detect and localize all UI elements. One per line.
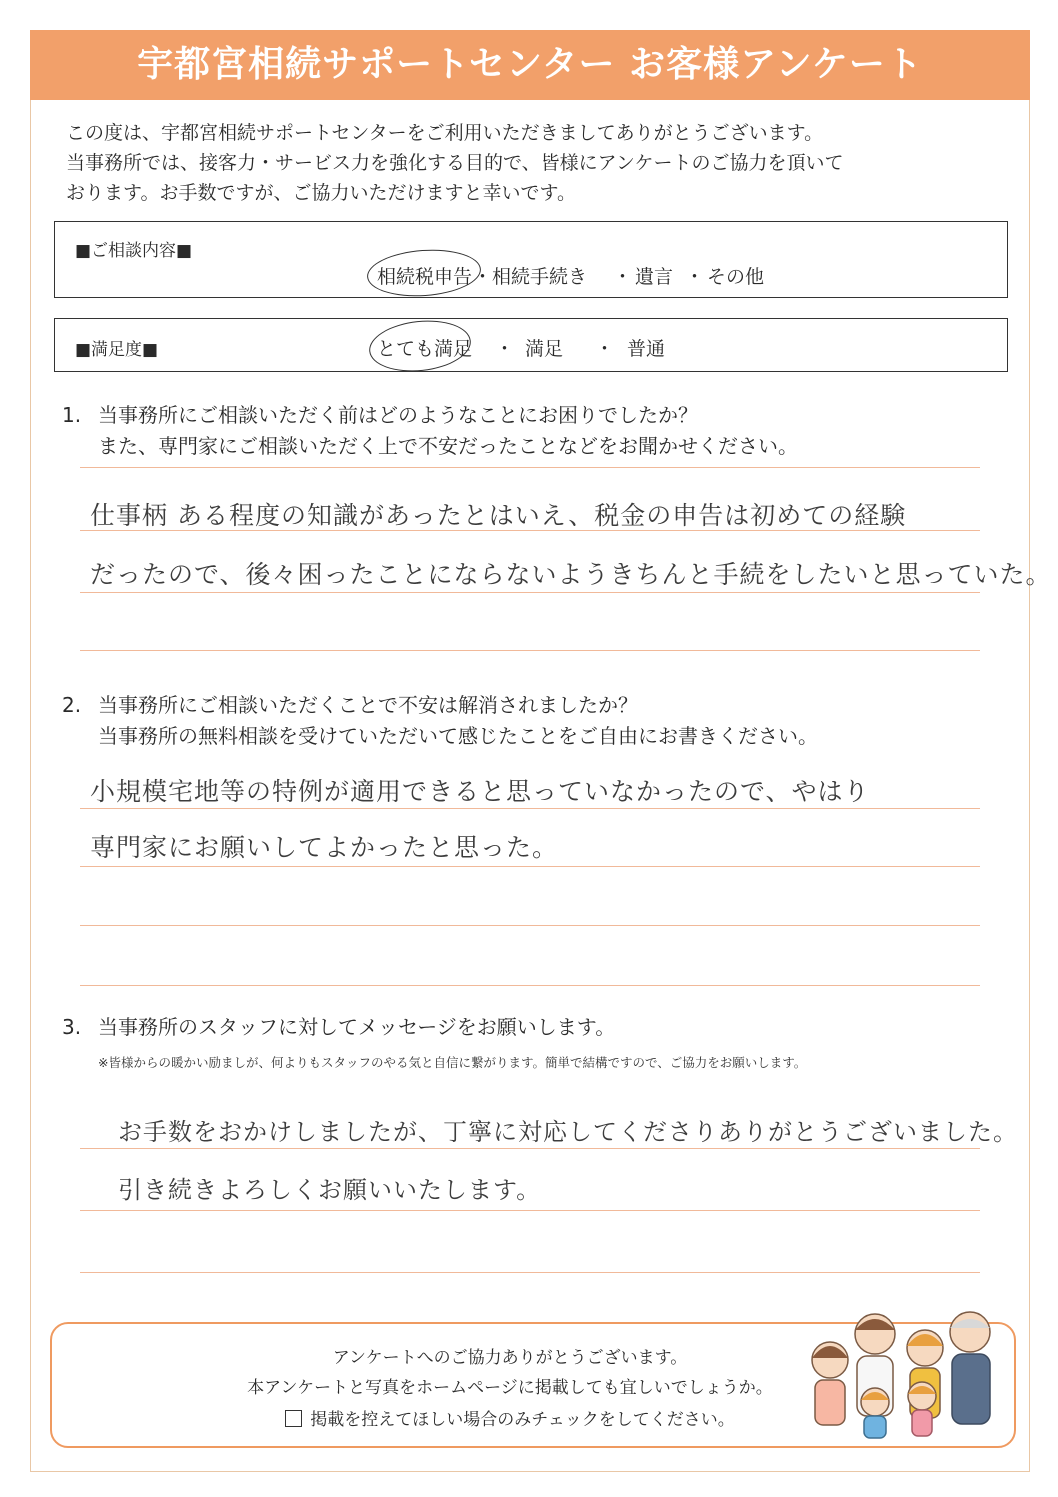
question-subtext: 当事務所の無料相談を受けていただいて感じたことをご自由にお書きください。 <box>98 724 818 748</box>
separator: ・ <box>595 338 615 360</box>
publish-opt-out-checkbox[interactable] <box>285 1410 302 1427</box>
grandpa-head <box>950 1312 990 1352</box>
option-very-satisfied[interactable]: とても満足 <box>377 338 473 360</box>
answer-line <box>80 866 980 867</box>
consultation-box <box>54 221 1008 298</box>
answer-line <box>80 650 980 651</box>
answer-line <box>80 530 980 531</box>
answer-handwriting: 仕事柄 ある程度の知識があったとはいえ、税金の申告は初めての経験 <box>90 501 907 530</box>
satisfaction-box <box>54 318 1008 372</box>
page-title: 宇都宮相続サポートセンター お客様アンケート <box>137 44 923 85</box>
separator: ・ <box>613 266 633 288</box>
grandpa-body <box>952 1354 990 1424</box>
option-average[interactable]: 普通 <box>627 338 666 360</box>
answer-line <box>80 808 980 809</box>
option-inheritance-tax[interactable]: 相続税申告 <box>377 266 473 288</box>
satisfaction-label: ■満足度■ <box>75 340 159 360</box>
intro-line: この度は、宇都宮相続サポートセンターをご利用いただきましてありがとうございます。 <box>66 122 824 144</box>
answer-handwriting: 専門家にお願いしてよかったと思った。 <box>90 833 559 862</box>
footer-checkbox-row <box>160 1405 860 1430</box>
question-number: 2. <box>62 693 82 717</box>
girl-body <box>912 1410 932 1436</box>
selected-circle <box>366 246 483 300</box>
answer-line <box>80 1210 980 1211</box>
option-satisfied[interactable]: 満足 <box>525 338 564 360</box>
answer-handwriting: だったので、後々困ったことにならないようきちんと手続をしたいと思っていた。 <box>90 560 1052 589</box>
answer-handwriting: 引き続きよろしくお願いいたします。 <box>118 1176 542 1204</box>
checkbox-label: 掲載を控えてほしい場合のみチェックをしてください。 <box>310 1410 735 1430</box>
selected-circle <box>367 316 474 376</box>
option-will[interactable]: 遺言 <box>635 266 674 288</box>
question-number: 3. <box>62 1015 82 1039</box>
question-number: 1. <box>62 403 82 427</box>
question-2 <box>62 690 818 752</box>
question-1 <box>62 400 798 462</box>
answer-line <box>80 592 980 593</box>
question-text: 当事務所にご相談いただくことで不安は解消されましたか？ <box>98 693 638 717</box>
intro-text <box>66 118 1006 208</box>
separator: ・ <box>685 266 705 288</box>
intro-line: おります。お手数ですが、ご協力いただけますと幸いです。 <box>66 182 576 204</box>
consultation-label: ■ご相談内容■ <box>75 241 193 261</box>
separator: ・ <box>495 338 515 360</box>
answer-line <box>80 925 980 926</box>
question-text: 当事務所のスタッフに対してメッセージをお願いします。 <box>98 1015 616 1039</box>
mother-body <box>815 1380 845 1425</box>
footer-thanks: アンケートへのご協力ありがとうございます。 <box>332 1348 688 1368</box>
question-note: ※皆様からの暖かい励ましが、何よりもスタッフのやる気と自信に繋がります。簡単で結構ですので、ご協力をお願いします。 <box>98 1055 807 1070</box>
intro-line: 当事務所では、接客力・サービス力を強化する目的で、皆様にアンケートのご協力を頂いて <box>66 152 844 174</box>
option-procedures[interactable]: ・相続手続き <box>473 266 588 288</box>
answer-handwriting: お手数をおかけしましたが、丁寧に対応してくださりありがとうございました。 <box>118 1118 1018 1146</box>
answer-line <box>80 1272 980 1273</box>
question-text: 当事務所にご相談いただく前はどのようなことにお困りでしたか？ <box>98 403 698 427</box>
answer-handwriting: 小規模宅地等の特例が適用できると思っていなかったので、やはり <box>90 777 870 806</box>
answer-line <box>80 985 980 986</box>
option-other[interactable]: その他 <box>707 266 765 288</box>
question-3 <box>62 1012 615 1043</box>
answer-line <box>80 1148 980 1149</box>
answer-line <box>80 467 980 468</box>
family-illustration <box>800 1300 1010 1440</box>
question-subtext: また、専門家にご相談いただく上で不安だったことなどをお聞かせください。 <box>98 434 798 458</box>
footer-question: 本アンケートと写真をホームページに掲載しても宜しいでしょうか。 <box>247 1378 773 1398</box>
boy-body <box>864 1416 886 1438</box>
